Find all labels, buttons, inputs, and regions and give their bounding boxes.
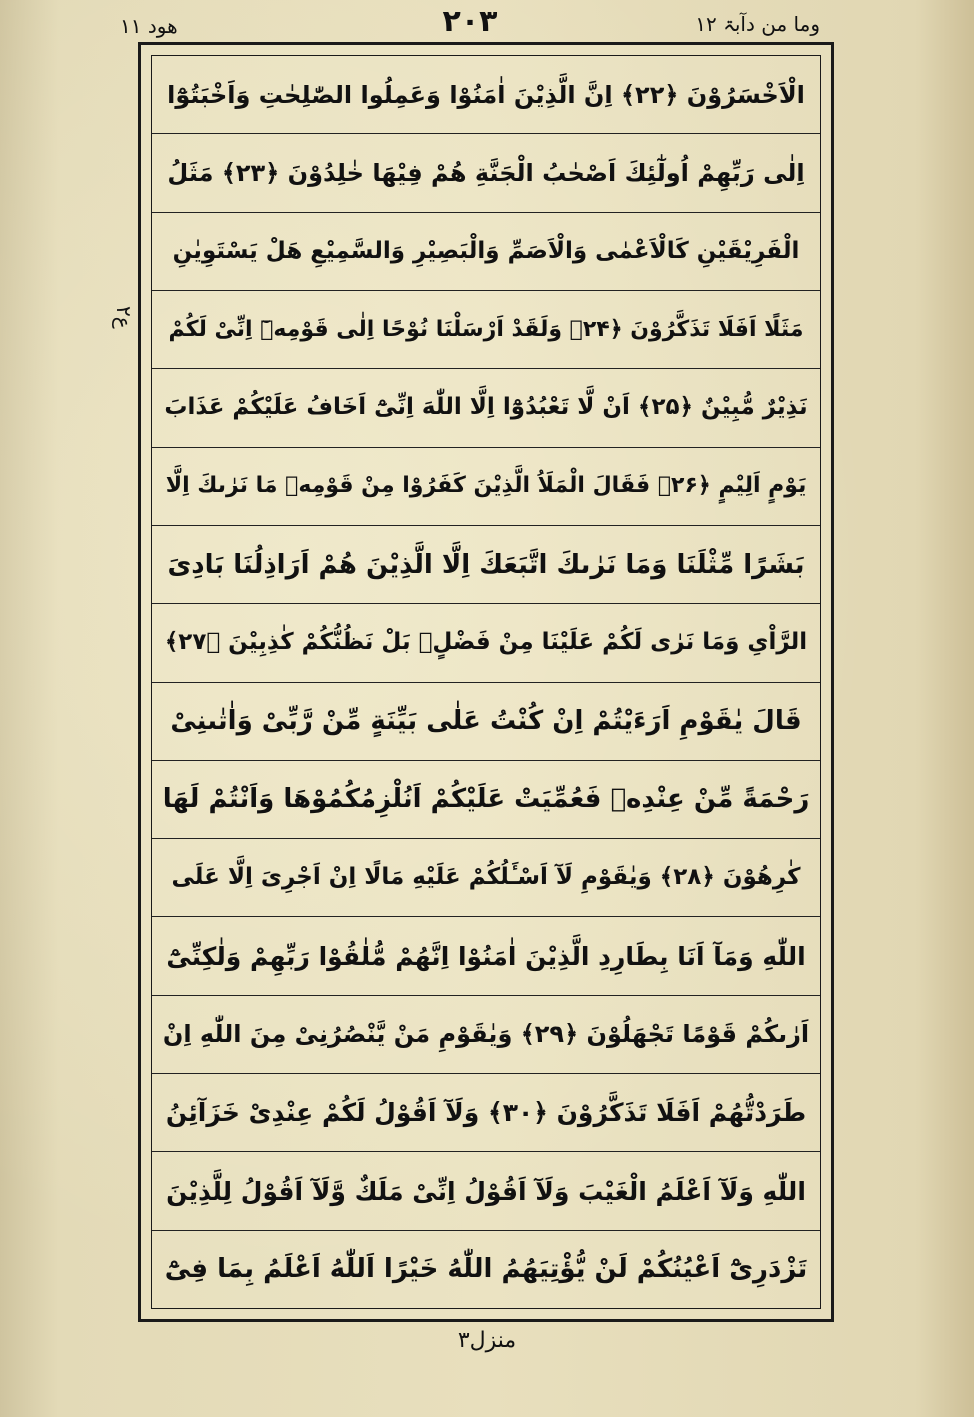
text-line: مَثَلًا اَفَلَا تَذَكَّرُوْنَ ﴿۲۴﴾ وَلَقَدْ اَرْسَلْنَا نُوْحًا اِلٰى قَوْمِهٖٓ اِنِّىْ لَكُمْ bbox=[152, 291, 820, 369]
text-line: الرَّاْىِ وَمَا نَرٰى لَكُمْ عَلَيْنَا مِنْ فَضْلٍۢ بَلْ نَظُنُّكُمْ كٰذِبِيْنَ ﴿۲۷﴾ bbox=[152, 604, 820, 682]
text-frame-inner bbox=[151, 55, 821, 1309]
text-line: بَشَرًا مِّثْلَنَا وَمَا نَرٰىكَ اتَّبَعَكَ اِلَّا الَّذِيْنَ هُمْ اَرَاذِلُنَا بَادِىَ bbox=[152, 526, 820, 604]
text-line: تَزْدَرِىْٓ اَعْيُنُكُمْ لَنْ يُّؤْتِيَهُمُ اللّٰهُ خَيْرًا اَللّٰهُ اَعْلَمُ بِمَا فِىْٓ bbox=[164, 1254, 808, 1285]
ruku-marker: ع۲ bbox=[112, 306, 136, 329]
manzil-footer: منزل۳ bbox=[457, 1328, 517, 1353]
text-line: نَذِيْرٌ مُّبِيْنٌ ﴿۲۵﴾ اَنْ لَّا تَعْبُدُوْٓا اِلَّا اللّٰهَ اِنِّىْٓ اَخَافُ عَلَيْكُمْ عَذَابَ bbox=[152, 369, 820, 447]
text-line: طَرَدْتُّهُمْ اَفَلَا تَذَكَّرُوْنَ ﴿۳۰﴾ وَلَآ اَقُوْلُ لَكُمْ عِنْدِىْ خَزَآئِنُ bbox=[152, 1074, 820, 1152]
page-header bbox=[120, 4, 820, 44]
text-line: يَوْمٍ اَلِيْمٍ ﴿۲۶﴾ فَقَالَ الْمَلَاُ الَّذِيْنَ كَفَرُوْا مِنْ قَوْمِهٖ مَا نَرٰىكَ اِلَّا bbox=[152, 448, 820, 526]
page-number: ۲۰۳ bbox=[442, 4, 498, 39]
surah-label: ھود ۱۱ bbox=[120, 14, 178, 38]
text-line: اللّٰهِ وَلَآ اَعْلَمُ الْغَيْبَ وَلَآ اَقُوْلُ اِنِّىْ مَلَكٌ وَّلَآ اَقُوْلُ لِلَّذِيْنَ bbox=[152, 1152, 820, 1230]
text-line: رَحْمَةً مِّنْ عِنْدِهٖ فَعُمِّيَتْ عَلَيْكُمْ اَنُلْزِمُكُمُوْهَا وَاَنْتُمْ لَهَا bbox=[152, 761, 820, 839]
juz-label: وما من دآبۃ ۱۲ bbox=[695, 12, 820, 36]
text-line: اللّٰهِ وَمَآ اَنَا بِطَارِدِ الَّذِيْنَ اٰمَنُوْا اِنَّهُمْ مُّلٰقُوْا رَبِّهِمْ وَلٰكِنِّىْٓ bbox=[152, 917, 820, 995]
text-line: الْفَرِيْقَيْنِ كَالْاَعْمٰى وَالْاَصَمِّ وَالْبَصِيْرِ وَالسَّمِيْعِ هَلْ يَسْتَوِيٰنِ bbox=[152, 213, 820, 291]
text-frame-outer bbox=[138, 42, 834, 1322]
text-line: اَرٰىكُمْ قَوْمًا تَجْهَلُوْنَ ﴿۲۹﴾ وَيٰقَوْمِ مَنْ يَّنْصُرُنِىْ مِنَ اللّٰهِ اِنْ bbox=[152, 996, 820, 1074]
text-line: الْاَخْسَرُوْنَ ﴿۲۲﴾ اِنَّ الَّذِيْنَ اٰمَنُوْا وَعَمِلُوا الصّٰلِحٰتِ وَاَخْبَتُوْٓا bbox=[152, 56, 820, 134]
text-line: اِلٰى رَبِّهِمْ اُولٰٓئِكَ اَصْحٰبُ الْجَنَّةِ هُمْ فِيْهَا خٰلِدُوْنَ ﴿۲۳﴾ مَثَلُ bbox=[152, 134, 820, 212]
text-line: كٰرِهُوْنَ ﴿۲۸﴾ وَيٰقَوْمِ لَآ اَسْـَٔلُكُمْ عَلَيْهِ مَالًا اِنْ اَجْرِىَ اِلَّا عَلَى bbox=[152, 839, 820, 917]
text-line: قَالَ يٰقَوْمِ اَرَءَيْتُمْ اِنْ كُنْتُ عَلٰى بَيِّنَةٍ مِّنْ رَّبِّىْ وَاٰتٰىنِىْ bbox=[152, 683, 820, 761]
